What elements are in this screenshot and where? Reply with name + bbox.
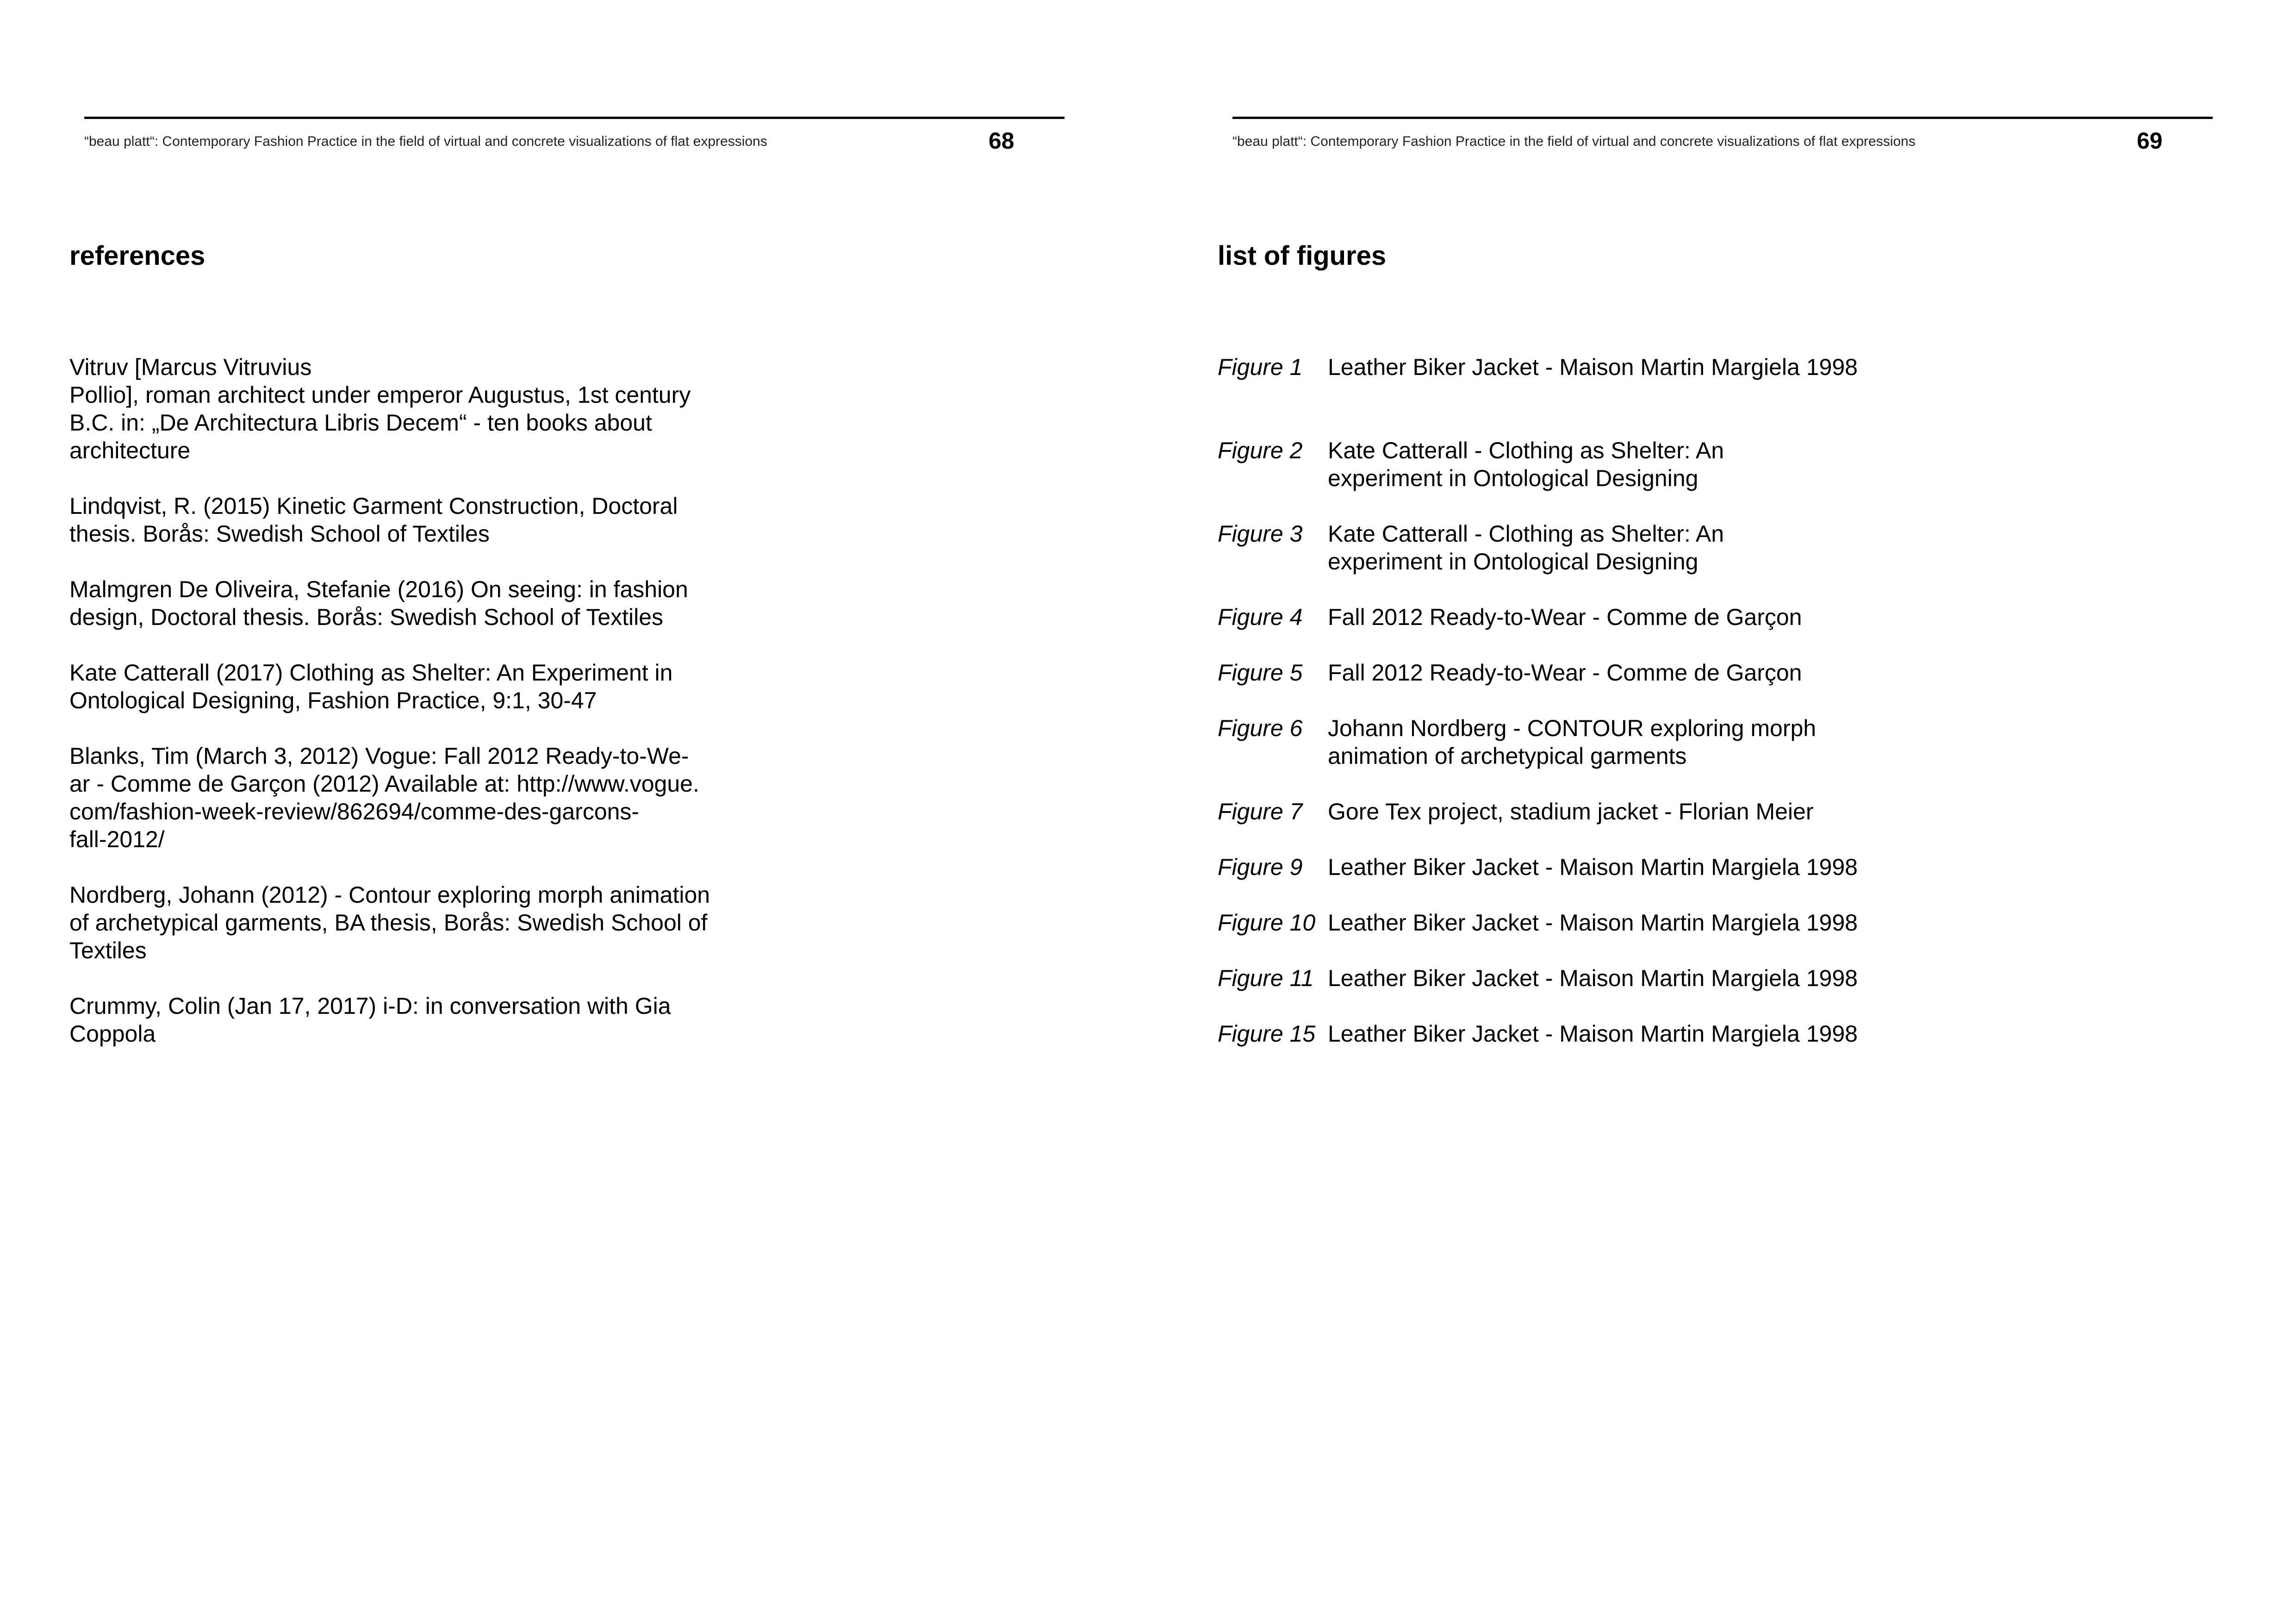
figure-label: Figure 2 <box>1218 437 1303 463</box>
figure-caption: Fall 2012 Ready-to-Wear - Comme de Garçon <box>1328 604 1802 630</box>
figure-label: Figure 3 <box>1218 521 1303 547</box>
figure-caption: Kate Catterall - Clothing as Shelter: An experiment in Ontological Designing <box>1328 437 1724 491</box>
figure-label: Figure 4 <box>1218 604 1303 630</box>
figure-caption: Leather Biker Jacket - Maison Martin Margiela 1998 <box>1328 1021 1858 1047</box>
reference-item: Kate Catterall (2017) Clothing as Shelter: An Experiment in Ontological Designing, Fashion Practice, 9:1, 30-47 <box>69 660 673 713</box>
figure-entry <box>1218 909 2236 937</box>
header-rule <box>1232 117 2213 119</box>
reference-item: Crummy, Colin (Jan 17, 2017) i-D: in conversation with Gia Coppola <box>69 993 671 1047</box>
figure-label: Figure 1 <box>1218 354 1303 380</box>
figure-caption: Gore Tex project, stadium jacket - Florian Meier <box>1328 799 1814 824</box>
reference-item: Vitruv [Marcus Vitruvius Pollio], roman architect under emperor Augustus, 1st century B.C. in: „De Architectura Libris Decem“ - ten books about architecture <box>69 354 691 463</box>
figure-entry <box>1218 964 2236 992</box>
figure-caption: Leather Biker Jacket - Maison Martin Margiela 1998 <box>1328 910 1858 936</box>
figure-label: Figure 6 <box>1218 715 1303 741</box>
figure-caption: Kate Catterall - Clothing as Shelter: An experiment in Ontological Designing <box>1328 521 1724 575</box>
figure-entry <box>1218 603 2236 631</box>
figure-label: Figure 11 <box>1218 965 1314 991</box>
figure-entry <box>1218 520 2236 575</box>
figure-entry <box>1218 437 2236 492</box>
figure-entry <box>1218 853 2236 881</box>
figure-list <box>1218 353 2236 1048</box>
figure-caption: Leather Biker Jacket - Maison Martin Margiela 1998 <box>1328 965 1858 991</box>
right-page <box>1148 0 2296 1624</box>
running-header: “beau platt“: Contemporary Fashion Practice in the field of virtual and concrete visualizations of flat expressions <box>84 134 767 149</box>
figure-label: Figure 10 <box>1218 910 1316 936</box>
section-title: references <box>69 241 205 271</box>
figure-caption: Leather Biker Jacket - Maison Martin Margiela 1998 <box>1328 854 1858 880</box>
section-title: list of figures <box>1218 241 1387 271</box>
figure-caption: Leather Biker Jacket - Maison Martin Margiela 1998 <box>1328 354 1858 380</box>
figure-label: Figure 15 <box>1218 1021 1316 1047</box>
figure-entry <box>1218 659 2236 687</box>
figure-entry <box>1218 714 2236 770</box>
reference-list <box>69 353 727 1075</box>
reference-item: Nordberg, Johann (2012) - Contour exploring morph animation of archetypical garments, BA thesis, Borås: Swedish School of Textiles <box>69 882 710 963</box>
figure-label: Figure 7 <box>1218 799 1303 824</box>
header-rule <box>84 117 1064 119</box>
figure-entry <box>1218 353 2236 381</box>
reference-item: Blanks, Tim (March 3, 2012) Vogue: Fall 2012 Ready-to-We- ar - Comme de Garçon (2012) Available at: http://www.vogue. com/fashion-week-review/862694/comme-des-garcons- fall-2012/ <box>69 743 699 852</box>
reference-item: Malmgren De Oliveira, Stefanie (2016) On seeing: in fashion design, Doctoral thesis. Borås: Swedish School of Textiles <box>69 576 688 630</box>
page-number: 68 <box>989 128 1014 154</box>
figure-caption: Johann Nordberg - CONTOUR exploring morph animation of archetypical garments <box>1328 715 1817 769</box>
reference-item: Lindqvist, R. (2015) Kinetic Garment Construction, Doctoral thesis. Borås: Swedish School of Textiles <box>69 493 678 547</box>
figure-caption: Fall 2012 Ready-to-Wear - Comme de Garçon <box>1328 660 1802 686</box>
page-number: 69 <box>2137 128 2163 154</box>
figure-label: Figure 9 <box>1218 854 1303 880</box>
running-header: “beau platt“: Contemporary Fashion Practice in the field of virtual and concrete visualizations of flat expressions <box>1232 134 1916 149</box>
figure-label: Figure 5 <box>1218 660 1303 686</box>
figure-entry <box>1218 798 2236 825</box>
figure-entry <box>1218 1020 2236 1048</box>
